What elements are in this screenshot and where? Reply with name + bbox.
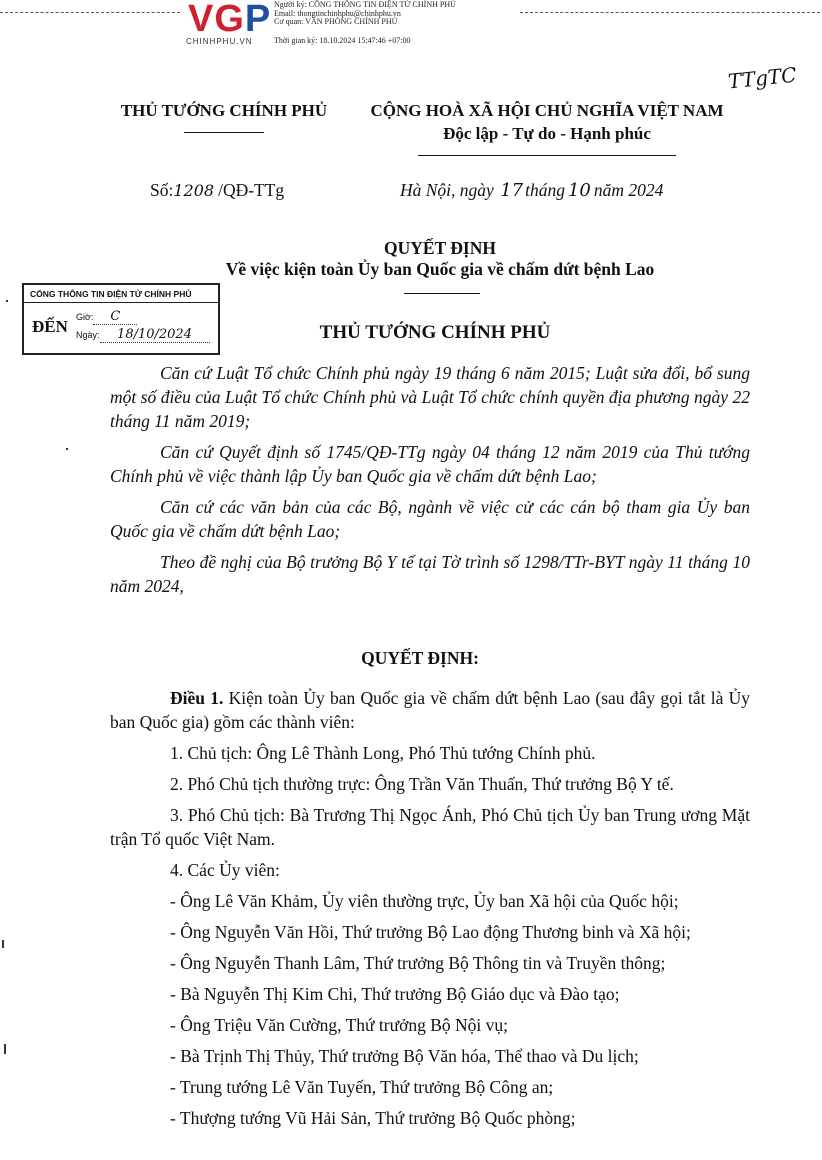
stamp-date-label: Ngày: — [76, 330, 100, 340]
signer-email: Email: thongtinchinhphu@chinhphu.vn — [274, 8, 401, 18]
signer-agency: Cơ quan: VĂN PHÒNG CHÍNH PHỦ — [274, 17, 398, 26]
stamp-time-label: Giờ: — [76, 312, 94, 322]
digital-signature-info — [274, 1, 574, 27]
signed-time: Thời gian ký: 18.10.2024 15:47:46 +07:00 — [274, 36, 411, 45]
vgp-logo: VGP — [188, 0, 272, 40]
decision-heading: QUYẾT ĐỊNH: — [361, 648, 479, 668]
motto-underline — [418, 155, 676, 156]
member-item: 2. Phó Chủ tịch thường trực: Ông Trần Văn Thuấn, Thứ trưởng Bộ Y tế. — [170, 774, 674, 794]
date-day: 17 — [500, 180, 524, 201]
commissioner-item: - Thượng tướng Vũ Hải Sản, Thứ trưởng Bộ Quốc phòng; — [170, 1108, 576, 1128]
country-name: CỘNG HOÀ XÃ HỘI CHỦ NGHĨA VIỆT NAM — [370, 101, 724, 120]
stamp-date-value: 18/10/2024 — [100, 327, 210, 343]
preamble-item: Căn cứ Luật Tổ chức Chính phủ ngày 19 tháng 6 năm 2015; Luật sửa đổi, bổ sung một số điều của Luật Tổ chức Chính phủ và Luật Tổ chức chính quyền địa phương ngày 22 tháng 11 năm 2019; — [110, 363, 750, 431]
document-number — [150, 180, 284, 201]
stamp-date — [76, 327, 210, 343]
document-subject: Về việc kiện toàn Ủy ban Quốc gia về chấm dứt bệnh Lao — [225, 259, 655, 279]
title-underline — [404, 293, 480, 294]
stamp-time — [76, 309, 137, 325]
top-dash-left — [0, 12, 180, 13]
scan-mark — [4, 1044, 6, 1054]
article-1 — [110, 686, 750, 1130]
commissioner-item: - Ông Nguyễn Văn Hồi, Thứ trưởng Bộ Lao động Thương binh và Xã hội; — [170, 922, 691, 942]
member-item: 3. Phó Chủ tịch: Bà Trương Thị Ngọc Ánh, Phó Chủ tịch Ủy ban Trung ương Mặt trận Tổ quốc Việt Nam. — [110, 805, 750, 849]
article-1-label: Điều 1. — [170, 688, 224, 708]
scan-mark — [66, 448, 68, 450]
stamp-title: CỔNG THÔNG TIN ĐIỆN TỬ CHÍNH PHỦ — [24, 285, 218, 303]
preamble-item: Theo đề nghị của Bộ trưởng Bộ Y tế tại Tờ trình số 1298/TTr-BYT ngày 11 tháng 10 năm 2024, — [110, 552, 750, 596]
member-item: 1. Chủ tịch: Ông Lê Thành Long, Phó Thủ tướng Chính phủ. — [170, 743, 596, 763]
article-1-text: Kiện toàn Ủy ban Quốc gia về chấm dứt bệnh Lao (sau đây gọi tắt là Ủy ban Quốc gia) gồm các thành viên: — [110, 688, 750, 732]
commissioner-item: - Bà Nguyễn Thị Kim Chi, Thứ trưởng Bộ Giáo dục và Đào tạo; — [170, 984, 620, 1004]
commissioner-item: - Trung tướng Lê Văn Tuyến, Thứ trưởng Bộ Công an; — [170, 1077, 554, 1097]
stamp-time-value: C — [93, 309, 137, 325]
corner-handwritten-note: TTgTC — [726, 62, 798, 94]
logo-subtitle: CHINHPHU.VN — [186, 37, 253, 46]
preamble — [110, 361, 750, 598]
commissioner-item: - Ông Lê Văn Khảm, Ủy viên thường trực, Ủy ban Xã hội của Quốc hội; — [170, 891, 679, 911]
date-place: Hà Nội, ngày — [400, 180, 494, 200]
issuer-underline — [184, 132, 264, 133]
commissioner-item: - Ông Nguyễn Thanh Lâm, Thứ trưởng Bộ Thông tin và Truyền thông; — [170, 953, 666, 973]
date-month: 10 — [567, 180, 591, 201]
received-stamp — [22, 283, 220, 355]
date-month-label: tháng — [525, 180, 565, 200]
commissioner-item: - Bà Trịnh Thị Thủy, Thứ trưởng Bộ Văn hóa, Thể thao và Du lịch; — [170, 1046, 639, 1066]
number-suffix: /QĐ-TTg — [218, 180, 285, 200]
article-1-intro — [110, 686, 750, 734]
scan-mark — [6, 300, 8, 302]
preamble-item: Căn cứ Quyết định số 1745/QĐ-TTg ngày 04 tháng 12 năm 2019 của Thủ tướng Chính phủ về việc thành lập Ủy ban Quốc gia về chấm dứt bệnh Lao; — [110, 442, 750, 486]
issuing-authority: THỦ TƯỚNG CHÍNH PHỦ — [319, 322, 551, 343]
member-item: 4. Các Ủy viên: — [170, 860, 280, 880]
commissioner-item: - Ông Triệu Văn Cường, Thứ trưởng Bộ Nội vụ; — [170, 1015, 509, 1035]
preamble-item: Căn cứ các văn bản của các Bộ, ngành về việc cử các cán bộ tham gia Ủy ban Quốc gia về chấm dứt bệnh Lao; — [110, 497, 750, 541]
date-year: năm 2024 — [593, 180, 664, 200]
scan-mark — [2, 940, 4, 948]
issuer-name: THỦ TƯỚNG CHÍNH PHỦ — [120, 101, 328, 120]
number-value: 1208 — [173, 181, 215, 200]
document-title: QUYẾT ĐỊNH — [384, 238, 496, 258]
national-motto: Độc lập - Tự do - Hạnh phúc — [443, 124, 651, 143]
issue-date — [400, 180, 663, 201]
number-prefix: Số: — [150, 180, 174, 200]
stamp-den: ĐẾN — [32, 317, 68, 336]
signer: Người ký: CÔNG THÔNG TIN ĐIỆN TỬ CHÍNH PHỦ — [274, 0, 456, 9]
